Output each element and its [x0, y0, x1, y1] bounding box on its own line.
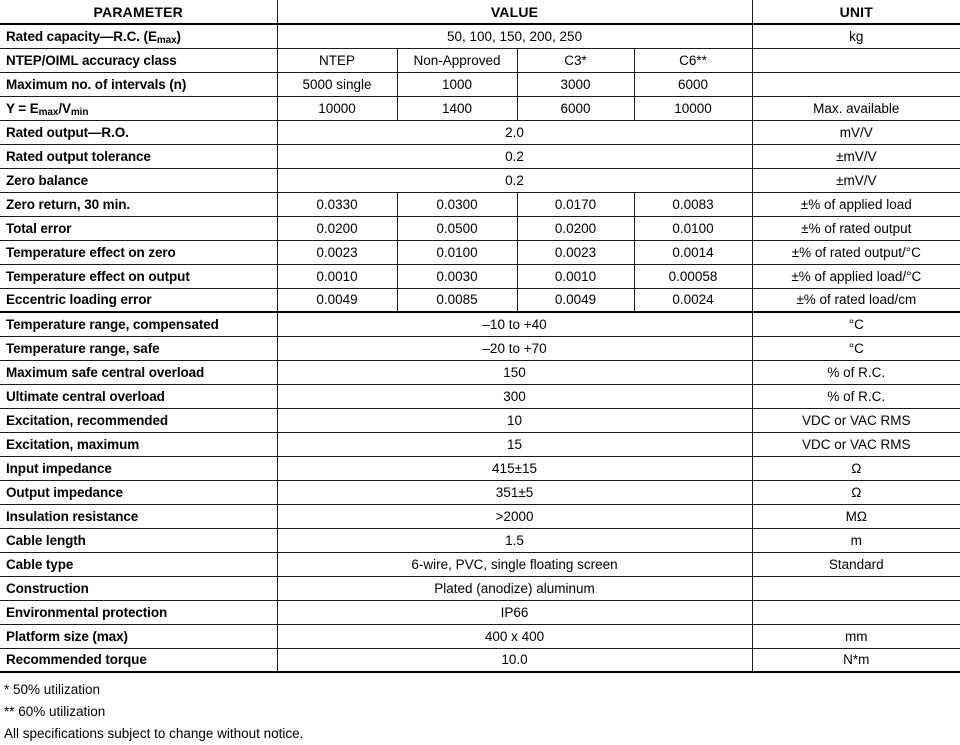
table-row [0, 96, 960, 120]
unit-cell: Ω [752, 480, 960, 504]
value-cell: NTEP [277, 48, 397, 72]
unit-cell: ±% of rated output [752, 216, 960, 240]
value-cell: 50, 100, 150, 200, 250 [277, 24, 752, 48]
parameter-name: Temperature range, safe [0, 336, 277, 360]
parameter-name: Temperature effect on zero [0, 240, 277, 264]
unit-cell [752, 600, 960, 624]
table-row [0, 24, 960, 48]
unit-cell: % of R.C. [752, 360, 960, 384]
table-row [0, 552, 960, 576]
value-cell: C3* [517, 48, 634, 72]
value-cell: 0.0024 [634, 288, 752, 312]
parameter-name: Insulation resistance [0, 504, 277, 528]
parameter-name: Construction [0, 576, 277, 600]
table-row [0, 192, 960, 216]
unit-cell [752, 72, 960, 96]
unit-cell: ±% of applied load/°C [752, 264, 960, 288]
table-row [0, 480, 960, 504]
unit-cell: °C [752, 336, 960, 360]
value-cell: 400 x 400 [277, 624, 752, 648]
table-body [0, 24, 960, 672]
parameter-name: Zero balance [0, 168, 277, 192]
table-row [0, 264, 960, 288]
table-row [0, 120, 960, 144]
value-cell: 0.0014 [634, 240, 752, 264]
parameter-name: Total error [0, 216, 277, 240]
table-row [0, 528, 960, 552]
value-cell: 6000 [634, 72, 752, 96]
parameter-name: Recommended torque [0, 648, 277, 672]
parameter-name: Maximum no. of intervals (n) [0, 72, 277, 96]
value-cell: 10 [277, 408, 752, 432]
unit-cell: kg [752, 24, 960, 48]
value-cell: 0.0200 [517, 216, 634, 240]
value-cell: Plated (anodize) aluminum [277, 576, 752, 600]
table-row [0, 432, 960, 456]
value-cell: 2.0 [277, 120, 752, 144]
parameter-name: Maximum safe central overload [0, 360, 277, 384]
parameter-name: Eccentric loading error [0, 288, 277, 312]
unit-cell: ±% of rated output/°C [752, 240, 960, 264]
parameter-name: Ultimate central overload [0, 384, 277, 408]
value-cell: 0.0010 [517, 264, 634, 288]
value-cell: –10 to +40 [277, 312, 752, 336]
table-row [0, 408, 960, 432]
value-cell: >2000 [277, 504, 752, 528]
value-cell: 1.5 [277, 528, 752, 552]
value-cell: 5000 single [277, 72, 397, 96]
unit-cell [752, 48, 960, 72]
unit-cell: N*m [752, 648, 960, 672]
unit-cell: m [752, 528, 960, 552]
parameter-name: Cable type [0, 552, 277, 576]
table-row [0, 360, 960, 384]
parameter-name: Platform size (max) [0, 624, 277, 648]
value-cell: –20 to +70 [277, 336, 752, 360]
table-row [0, 384, 960, 408]
table-row [0, 600, 960, 624]
unit-cell: ±% of rated load/cm [752, 288, 960, 312]
parameter-name: Excitation, maximum [0, 432, 277, 456]
value-cell: 0.0170 [517, 192, 634, 216]
header-row [0, 0, 960, 24]
value-cell: 1400 [397, 96, 517, 120]
unit-cell: mm [752, 624, 960, 648]
parameter-name: $Y = E_{max}/V_{min}$ [0, 96, 277, 120]
parameter-name: Rated capacity—R.C. $(E_{max})$ [0, 24, 277, 48]
value-cell: 15 [277, 432, 752, 456]
table-row [0, 144, 960, 168]
table-row [0, 72, 960, 96]
table-row [0, 288, 960, 312]
value-cell: 1000 [397, 72, 517, 96]
value-cell: 0.0030 [397, 264, 517, 288]
footnote-single-asterisk: * 50% utilization [4, 682, 101, 697]
table-row [0, 648, 960, 672]
value-cell: 300 [277, 384, 752, 408]
value-cell: 10000 [634, 96, 752, 120]
footnote-disclaimer: All specifications subject to change without notice. [4, 726, 304, 741]
unit-cell: VDC or VAC RMS [752, 432, 960, 456]
parameter-name: Cable length [0, 528, 277, 552]
column-header-parameter: PARAMETER [0, 0, 277, 24]
value-cell: 6000 [517, 96, 634, 120]
value-cell: IP66 [277, 600, 752, 624]
parameter-name: Temperature range, compensated [0, 312, 277, 336]
footnotes [0, 673, 960, 745]
value-cell: 150 [277, 360, 752, 384]
unit-cell: VDC or VAC RMS [752, 408, 960, 432]
parameter-name: Output impedance [0, 480, 277, 504]
value-cell: 0.0023 [517, 240, 634, 264]
value-cell: 10000 [277, 96, 397, 120]
column-header-unit: UNIT [752, 0, 960, 24]
parameter-name: Temperature effect on output [0, 264, 277, 288]
table-row [0, 216, 960, 240]
value-cell: 0.00058 [634, 264, 752, 288]
value-cell: 0.0100 [397, 240, 517, 264]
value-cell: 0.0010 [277, 264, 397, 288]
unit-cell: ±% of applied load [752, 192, 960, 216]
column-header-value: VALUE [277, 0, 752, 24]
parameter-name: Rated output—R.O. [0, 120, 277, 144]
parameter-name: Environmental protection [0, 600, 277, 624]
value-cell: 10.0 [277, 648, 752, 672]
value-cell: 415±15 [277, 456, 752, 480]
table-row [0, 48, 960, 72]
unit-cell: ±mV/V [752, 144, 960, 168]
unit-cell: ±mV/V [752, 168, 960, 192]
table-row [0, 336, 960, 360]
unit-cell: Max. available [752, 96, 960, 120]
value-cell: 0.0083 [634, 192, 752, 216]
footnote-double-asterisk: ** 60% utilization [4, 704, 106, 719]
value-cell: 0.0200 [277, 216, 397, 240]
value-cell: 6-wire, PVC, single floating screen [277, 552, 752, 576]
table-row [0, 168, 960, 192]
unit-cell [752, 576, 960, 600]
unit-cell: mV/V [752, 120, 960, 144]
value-cell: 0.0049 [277, 288, 397, 312]
value-cell: C6** [634, 48, 752, 72]
parameter-name: Zero return, 30 min. [0, 192, 277, 216]
parameter-name: NTEP/OIML accuracy class [0, 48, 277, 72]
parameter-name: Input impedance [0, 456, 277, 480]
table-header [0, 0, 960, 24]
value-cell: 351±5 [277, 480, 752, 504]
value-cell: 0.0100 [634, 216, 752, 240]
table-row [0, 312, 960, 336]
unit-cell: Standard [752, 552, 960, 576]
value-cell: 0.0500 [397, 216, 517, 240]
parameter-name: Excitation, recommended [0, 408, 277, 432]
value-cell: 3000 [517, 72, 634, 96]
table-row [0, 456, 960, 480]
value-cell: 0.0300 [397, 192, 517, 216]
value-cell: 0.0330 [277, 192, 397, 216]
unit-cell: MΩ [752, 504, 960, 528]
unit-cell: % of R.C. [752, 384, 960, 408]
value-cell: 0.0023 [277, 240, 397, 264]
table-row [0, 504, 960, 528]
table-row [0, 624, 960, 648]
unit-cell: °C [752, 312, 960, 336]
value-cell: 0.2 [277, 168, 752, 192]
unit-cell: Ω [752, 456, 960, 480]
value-cell: 0.2 [277, 144, 752, 168]
value-cell: Non-Approved [397, 48, 517, 72]
parameter-name: Rated output tolerance [0, 144, 277, 168]
table-row [0, 576, 960, 600]
table-row [0, 240, 960, 264]
value-cell: 0.0049 [517, 288, 634, 312]
value-cell: 0.0085 [397, 288, 517, 312]
